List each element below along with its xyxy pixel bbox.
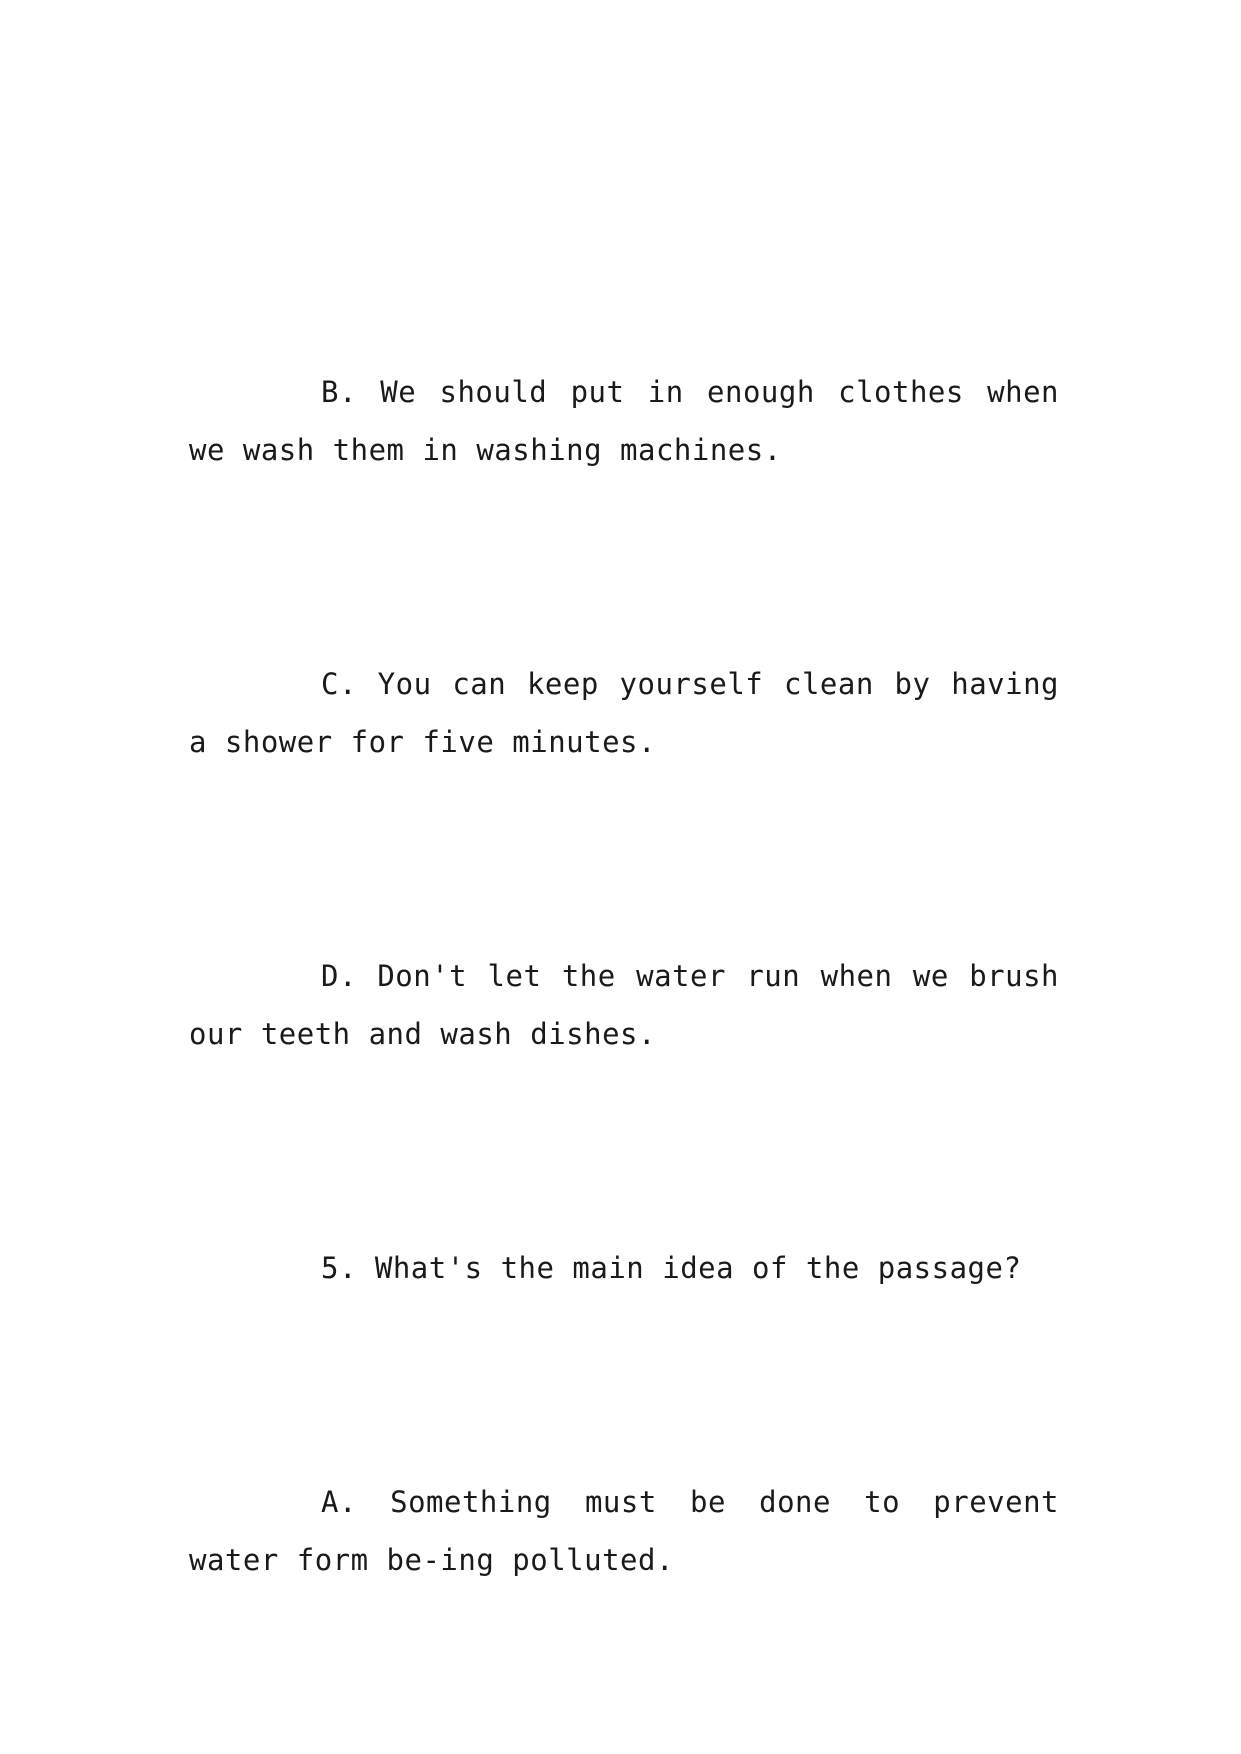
answer-option-b: B. We should put in enough clothes when we wash them in washing machines.	[189, 375, 1059, 467]
answer-option-a: A. Something must be done to prevent water form be-ing polluted.	[189, 1485, 1059, 1577]
question-5: 5. What's the main idea of the passage?	[321, 1251, 1022, 1285]
answer-option-c: C. You can keep yourself clean by having a shower for five minutes.	[189, 667, 1059, 759]
answer-option-d: D. Don't let the water run when we brush our teeth and wash dishes.	[189, 959, 1059, 1051]
